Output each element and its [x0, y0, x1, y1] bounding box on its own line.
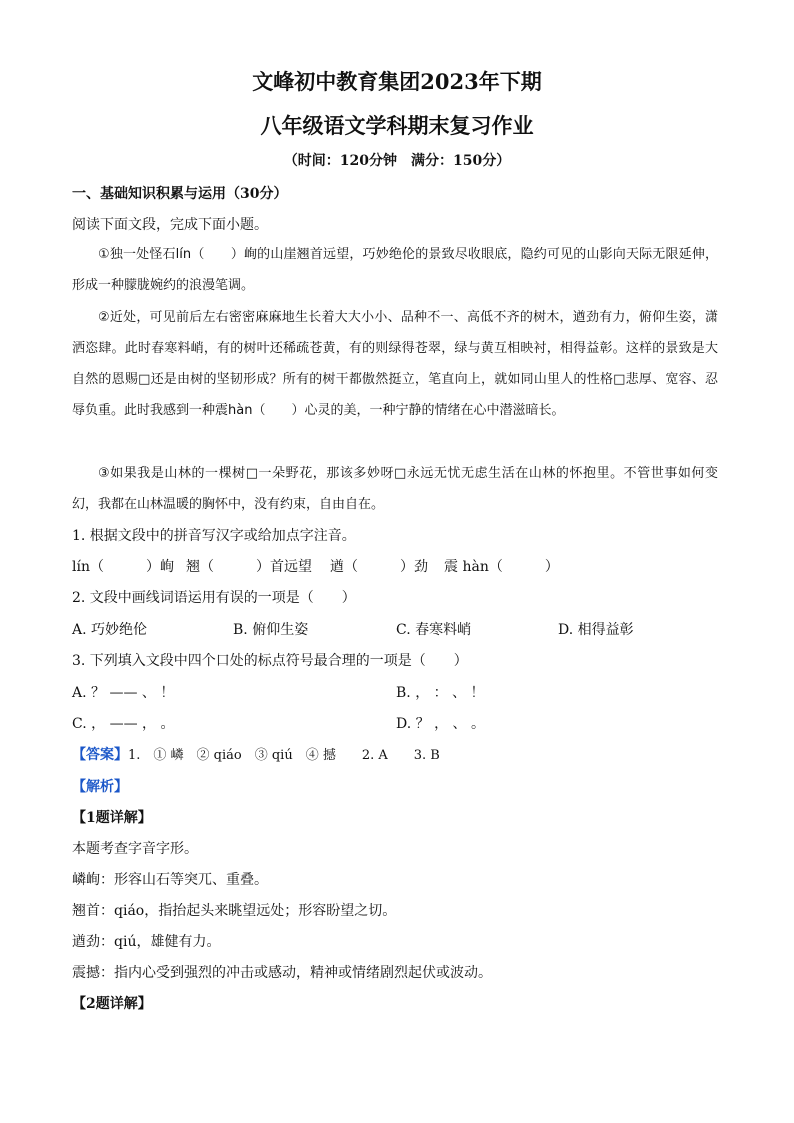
- analysis-line: 翘首：qiáo，指抬起头来眺望远处；形容盼望之切。: [72, 903, 397, 919]
- question-3: 3. 下列填入文段中四个口处的标点符号最合理的一项是（ ）: [72, 653, 468, 669]
- analysis-line: 遒劲：qiú，雄健有力。: [72, 934, 221, 950]
- analysis-line: 嶙峋：形容山石等突兀、重叠。: [72, 872, 268, 888]
- exam-subtitle: 八年级语文学科期末复习作业: [260, 113, 534, 138]
- passage-paragraph-3: ③如果我是山林的一棵树□一朵野花，那该多妙呀□永远无忧无虑生活在山林的怀抱里。不管世事如何变幻，我都在山林温暖的胸怀中，没有约束，自由自在。: [72, 466, 718, 512]
- passage-paragraph-1: ①独一处怪石lín（ ）峋的山崖翘首远望，巧妙绝伦的景致尽收眼底，隐约可见的山影向天际无限延伸，形成一种朦胧婉约的浪漫笔调。: [72, 247, 718, 293]
- passage-paragraph-2: ②近处，可见前后左右密密麻麻地生长着大大小小、品种不一、高低不齐的树木，遒劲有力，俯仰生姿，潇洒恣肆。此时春寒料峭，有的树叶还稀疏苍黄，有的则绿得苍翠，绿与黄互相映衬，相得益彰。这样的景致是大自然的恩赐□还是由树的坚韧形成？所有的树干都傲然挺立，笔直向上，就如同山里人的性格□悲厚、宽容、忍辱负重。此时我感到一种震hàn（ ）心灵的美，一种宁静的情绪在心中潜滋暗长。: [72, 310, 718, 418]
- q2-option-d: D. 相得益彰: [558, 622, 634, 638]
- answer-text: 1. ① 嶙 ② qiáo ③ qiú ④ 撼 2. A 3. B: [128, 748, 440, 763]
- q2-option-c: C. 春寒料峭: [396, 622, 472, 638]
- exam-title: 文峰初中教育集团2023年下期: [252, 69, 542, 94]
- section-heading: 一、基础知识积累与运用（30分）: [72, 186, 288, 202]
- analysis-line: 本题考查字音字形。: [72, 841, 198, 857]
- q1-blank-1: lín（ ）峋: [72, 559, 174, 575]
- q1-blank-4: 震 hàn（ ）: [444, 559, 559, 575]
- section-intro: 阅读下面文段，完成下面小题。: [72, 217, 268, 233]
- q3-option-d: D. ？ ， 、 。: [396, 716, 485, 732]
- q1-blank-3: 遒（ ）劲: [330, 559, 428, 575]
- question-1: 1. 根据文段中的拼音写汉字或给加点字注音。: [72, 528, 356, 544]
- q3-option-a: A. ？ —— 、 ！: [72, 685, 175, 701]
- answer-line: [72, 744, 440, 764]
- q3-option-c: C. ， —— ， 。: [72, 716, 175, 732]
- question-2: 2. 文段中画线词语运用有误的一项是（ ）: [72, 590, 356, 606]
- exam-time-score: （时间：120分钟 满分：150分）: [283, 153, 511, 169]
- analysis-tag: 【解析】: [72, 779, 128, 795]
- answer-tag: 【答案】: [72, 747, 128, 763]
- analysis-q2-heading: 【2题详解】: [72, 996, 152, 1012]
- analysis-q1-heading: 【1题详解】: [72, 810, 152, 826]
- q1-blank-2: 翘（ ）首远望: [186, 559, 312, 575]
- q2-option-b: B. 俯仰生姿: [233, 622, 309, 638]
- q2-option-a: A. 巧妙绝伦: [72, 622, 148, 638]
- q3-option-b: B. ， ： 、 ！: [396, 685, 485, 701]
- analysis-line: 震撼：指内心受到强烈的冲击或感动，精神或情绪剧烈起伏或波动。: [72, 965, 492, 981]
